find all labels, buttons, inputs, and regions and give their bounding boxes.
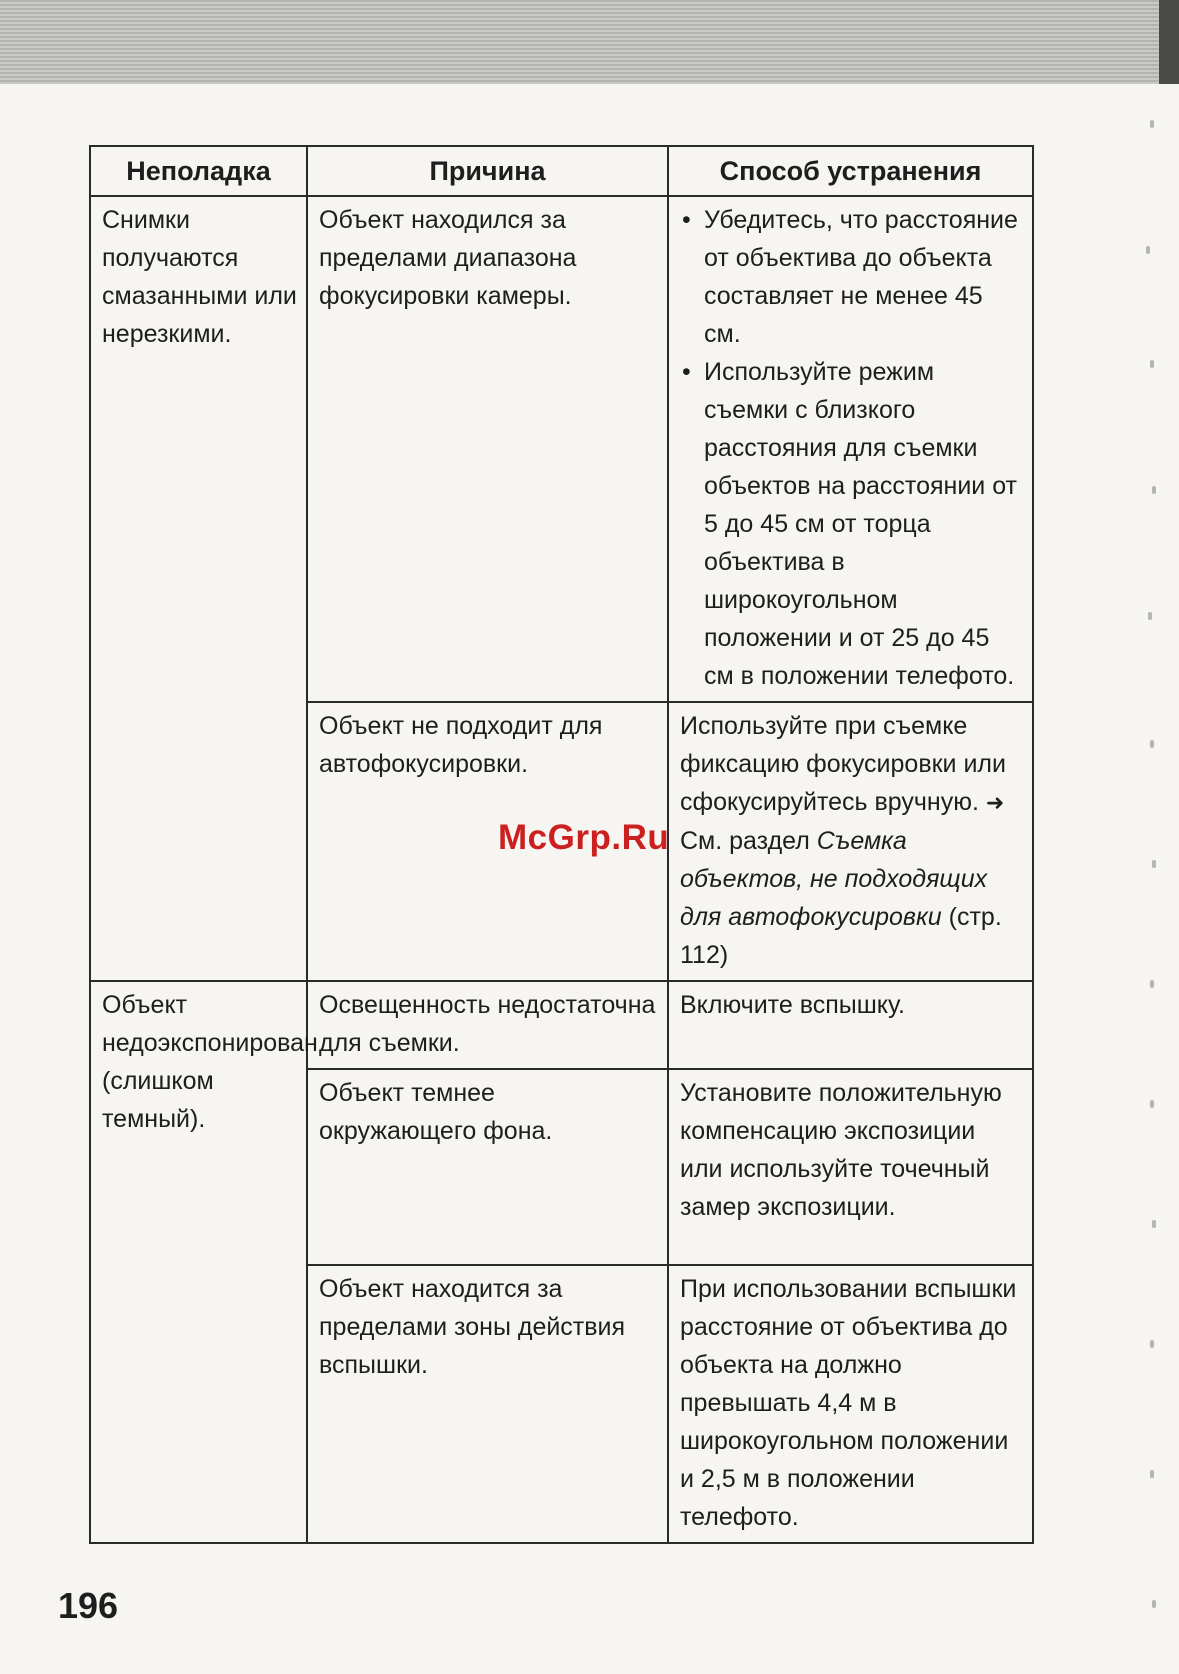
fix-cell: [668, 702, 1033, 981]
fix-text: Используйте при съемке фиксацию фокусировки или сфокусируйтесь вручную.: [680, 712, 1006, 816]
problem-cell: Снимки получаются смазанными или нерезкими.: [90, 196, 307, 981]
table-row: [90, 196, 1033, 702]
arrow-right-icon: ➜: [985, 790, 1005, 815]
reference-page: (стр. 112): [680, 903, 1002, 969]
table-row: [90, 981, 1033, 1069]
reference-prefix: См. раздел: [680, 827, 810, 855]
cause-cell: Объект не подходит для автофокусировки.: [307, 702, 668, 981]
fix-cell: Установите положительную компенсацию экспозиции или используйте точечный замер экспозиции.: [668, 1069, 1033, 1265]
problem-cell: Объект недоэкспонирован (слишком темный).: [90, 981, 307, 1543]
fix-bullet-item: • Убедитесь, что расстояние от объектива до объекта составляет не менее 45 см.: [680, 201, 1023, 353]
page-header-band: [0, 0, 1159, 84]
cause-cell: Освещенность недостаточна для съемки.: [307, 981, 668, 1069]
fix-cell: [668, 196, 1033, 702]
cause-cell: Объект находится за пределами зоны действия вспышки.: [307, 1265, 668, 1543]
cause-cell: Объект находился за пределами диапазона фокусировки камеры.: [307, 196, 668, 702]
reference-title: Съемка объектов, не подходящих для автофокусировки: [680, 827, 988, 931]
cause-cell: Объект темнее окружающего фона.: [307, 1069, 668, 1265]
page-number: 196: [58, 1585, 119, 1626]
header-cause: Причина: [307, 146, 668, 196]
page-corner-mark: [1159, 0, 1179, 84]
table-header-row: [90, 146, 1033, 196]
header-problem: Неполадка: [90, 146, 307, 196]
fix-cell: При использовании вспышки расстояние от объектива до объекта на должно превышать 4,4 м в широкоугольном положении и 2,5 м в положении телефото.: [668, 1265, 1033, 1543]
fix-cell: Включите вспышку.: [668, 981, 1033, 1069]
watermark-text: McGrp.Ru: [498, 818, 670, 857]
fix-bullet-list: [680, 201, 1023, 695]
fix-bullet-item: • Используйте режим съемки с близкого расстояния для съемки объектов на расстоянии от 5 до 45 см от торца объектива в широкоугольном положении и от 25 до 45 см в положении телефото.: [680, 353, 1023, 695]
header-fix: Способ устранения: [668, 146, 1033, 196]
